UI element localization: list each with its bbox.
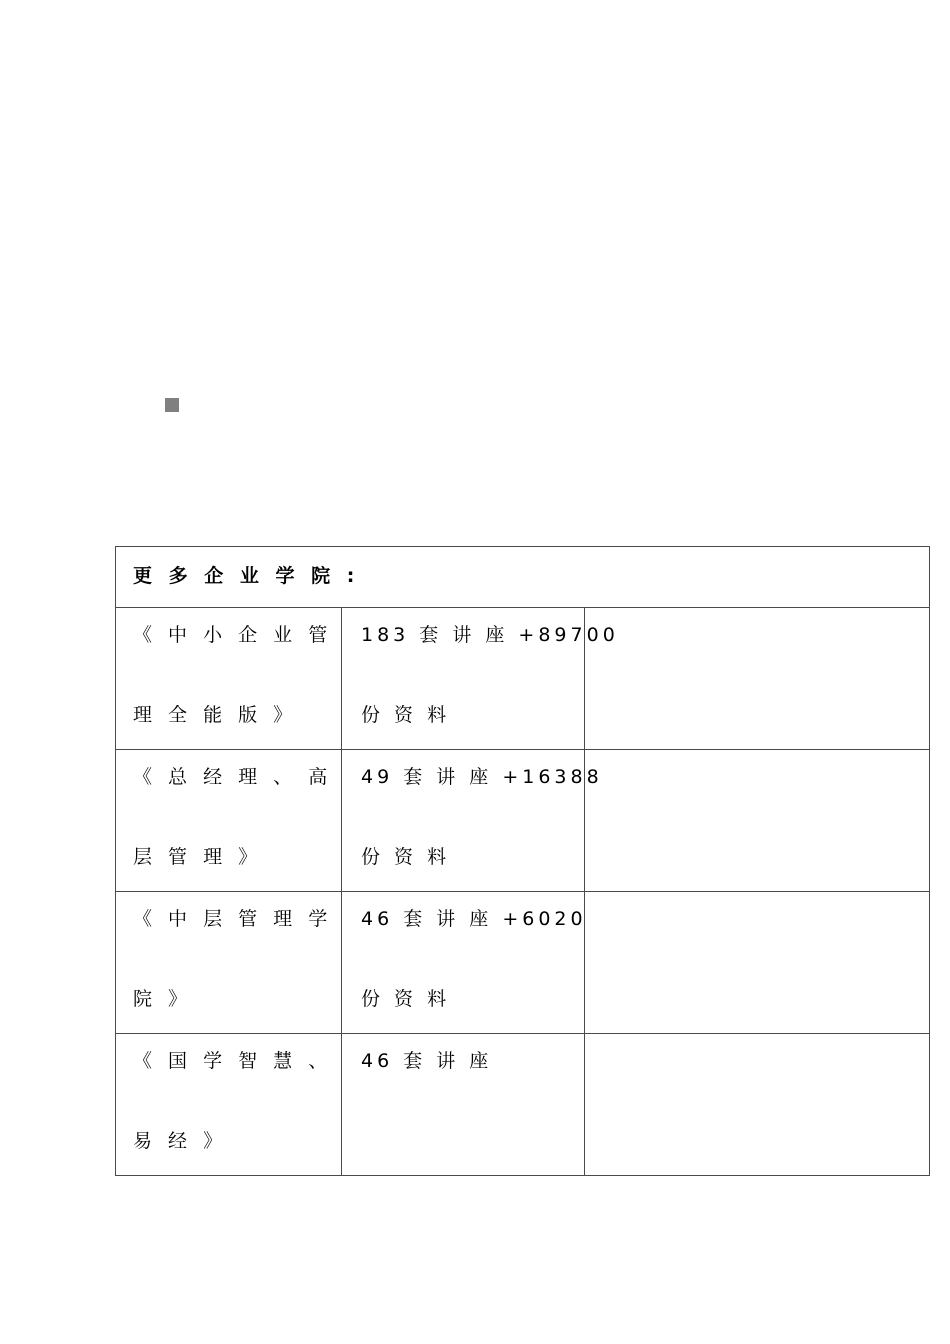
- course-count-cell: [342, 892, 585, 1034]
- course-count-line: [361, 1128, 584, 1154]
- course-name-cell: [116, 1034, 342, 1176]
- course-count-cell: [342, 1034, 585, 1176]
- table-header-row: [116, 547, 930, 608]
- table-header: 更 多 企 业 学 院 :: [116, 547, 930, 608]
- enterprise-academy-table: [115, 546, 930, 1176]
- course-count-cell: [342, 750, 603, 892]
- empty-cell: [585, 750, 930, 892]
- course-name-line: 理 全 能 版 》: [133, 704, 298, 726]
- course-count-cell: [342, 608, 619, 750]
- course-name-line: 《 中 层 管 理 学: [133, 908, 333, 930]
- course-count-line: 49 套 讲 座 +16388: [361, 766, 603, 788]
- course-count-line: 46 套 讲 座: [361, 1050, 493, 1072]
- table-row: [116, 750, 930, 892]
- course-count-line: 份 资 料: [361, 988, 451, 1010]
- table-row: [116, 1034, 930, 1176]
- course-name-line: 院 》: [133, 988, 193, 1010]
- course-count-line: 183 套 讲 座 +89700: [361, 624, 619, 646]
- course-name-cell: [116, 608, 342, 750]
- empty-cell: [585, 892, 930, 1034]
- table-row: [116, 892, 930, 1034]
- empty-cell: [585, 1034, 930, 1176]
- course-name-line: 层 管 理 》: [133, 846, 263, 868]
- course-name-cell: [116, 892, 342, 1034]
- course-count-line: 份 资 料: [361, 846, 451, 868]
- bullet-square-marker: [165, 398, 179, 412]
- course-name-line: 《 国 学 智 慧 、: [133, 1050, 333, 1072]
- course-name-line: 《 中 小 企 业 管: [133, 624, 333, 646]
- table-row: [116, 608, 930, 750]
- course-name-line: 易 经 》: [133, 1130, 228, 1152]
- course-name-line: 《 总 经 理 、 高: [133, 766, 333, 788]
- course-count-line: 份 资 料: [361, 704, 451, 726]
- course-name-cell: [116, 750, 342, 892]
- course-count-line: 46 套 讲 座 +6020: [361, 908, 587, 930]
- empty-cell: [585, 608, 930, 750]
